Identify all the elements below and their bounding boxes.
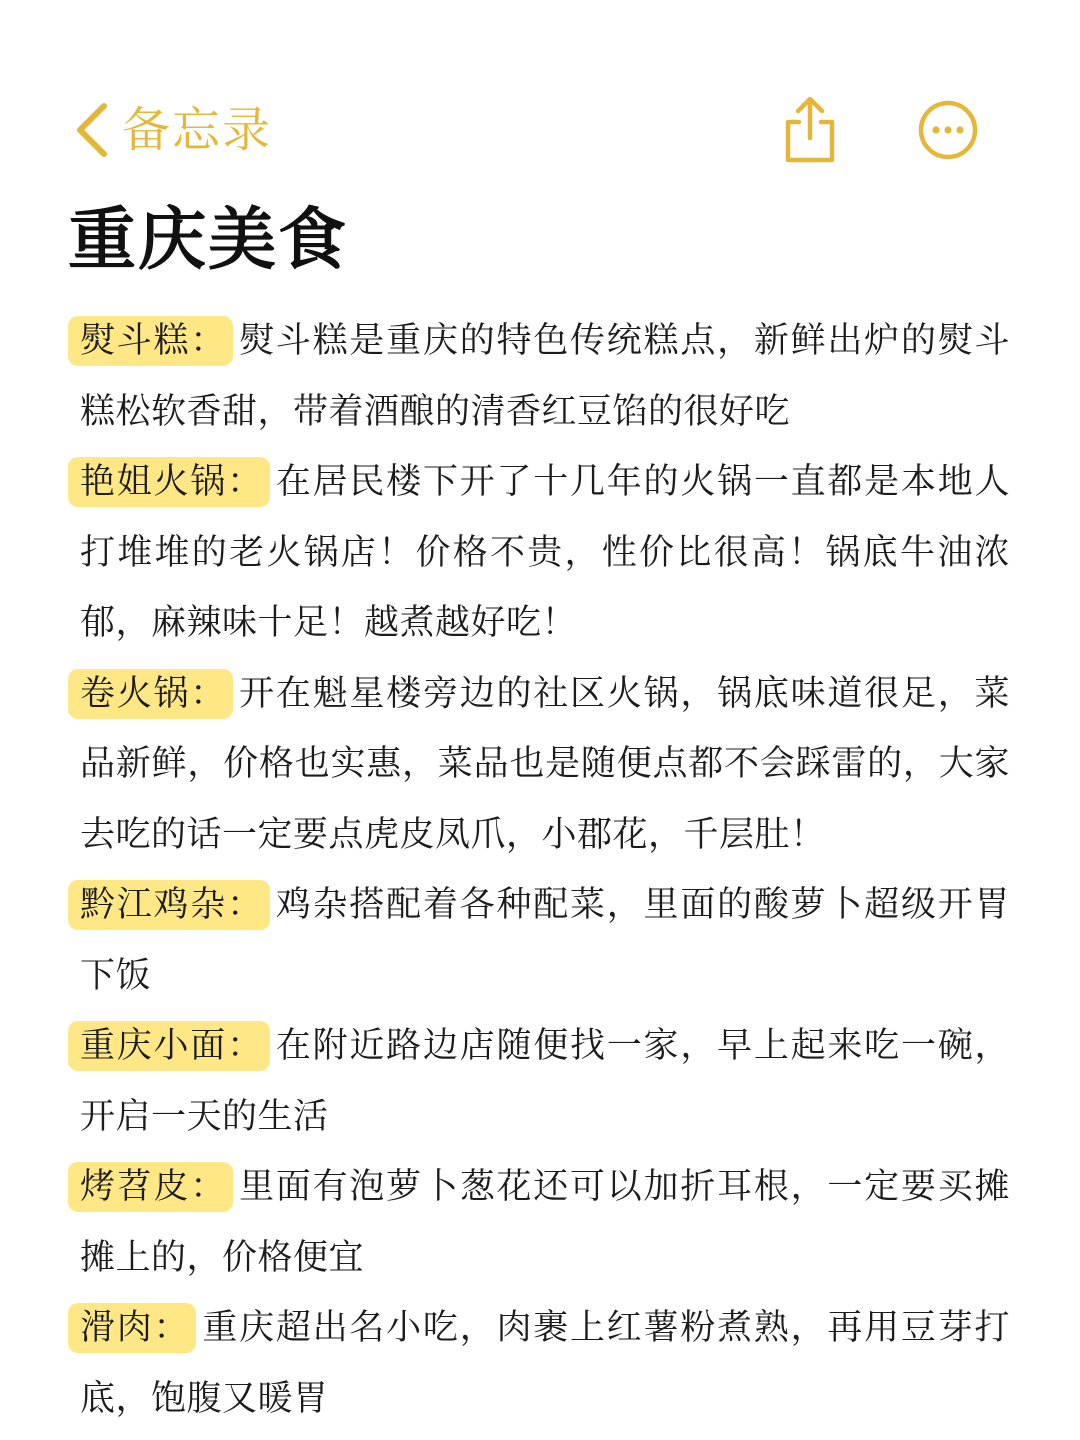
food-name-highlight: 黔江鸡杂： — [68, 880, 270, 930]
food-entry — [80, 1152, 1010, 1293]
food-name-highlight: 滑肉： — [68, 1303, 196, 1353]
food-description: 熨斗糕是重庆的特色传统糕点，新鲜出炉的熨斗糕松软香甜，带着酒酿的清香红豆馅的很好吃 — [80, 321, 1010, 432]
food-entry — [80, 306, 1010, 447]
food-name-highlight: 艳姐火锅： — [68, 457, 270, 507]
food-description: 开在魁星楼旁边的社区火锅，锅底味道很足，菜品新鲜，价格也实惠，菜品也是随便点都不会踩雷的，大家去吃的话一定要点虎皮凤爪，小郡花，千层肚！ — [80, 673, 1010, 855]
food-entry — [80, 870, 1010, 1011]
food-description: 里面有泡萝卜葱花还可以加折耳根，一定要买摊摊上的，价格便宜 — [80, 1167, 1010, 1278]
food-name-highlight: 烤苕皮： — [68, 1162, 233, 1212]
more-options-button[interactable] — [916, 98, 980, 162]
note-title: 重庆美食 — [68, 201, 349, 280]
food-entry — [80, 1011, 1010, 1152]
note-body[interactable] — [80, 306, 1010, 1434]
food-name-highlight: 熨斗糕： — [68, 316, 233, 366]
food-description: 在附近路边店随便找一家，早上起来吃一碗，开启一天的生活 — [80, 1026, 1010, 1137]
food-description: 鸡杂搭配着各种配菜，里面的酸萝卜超级开胃下饭 — [80, 885, 1010, 996]
share-button[interactable] — [780, 94, 840, 166]
food-description: 重庆超出名小吃，肉裹上红薯粉煮熟，再用豆芽打底，饱腹又暖胃 — [80, 1308, 1010, 1419]
food-entry — [80, 447, 1010, 659]
back-button[interactable] — [72, 88, 272, 172]
share-icon — [780, 94, 840, 166]
food-description: 在居民楼下开了十几年的火锅一直都是本地人打堆堆的老火锅店！价格不贵，性价比很高！锅底牛油浓郁，麻辣味十足！越煮越好吃！ — [80, 462, 1010, 643]
food-name-highlight: 卷火锅： — [68, 669, 233, 719]
food-entry — [80, 659, 1010, 871]
ellipsis-circle-icon — [916, 98, 980, 162]
food-name-highlight: 重庆小面： — [68, 1021, 270, 1071]
back-label: 备忘录 — [122, 102, 273, 158]
food-entry — [80, 1293, 1010, 1434]
navigation-bar — [0, 88, 1080, 172]
chevron-left-icon — [72, 100, 112, 160]
